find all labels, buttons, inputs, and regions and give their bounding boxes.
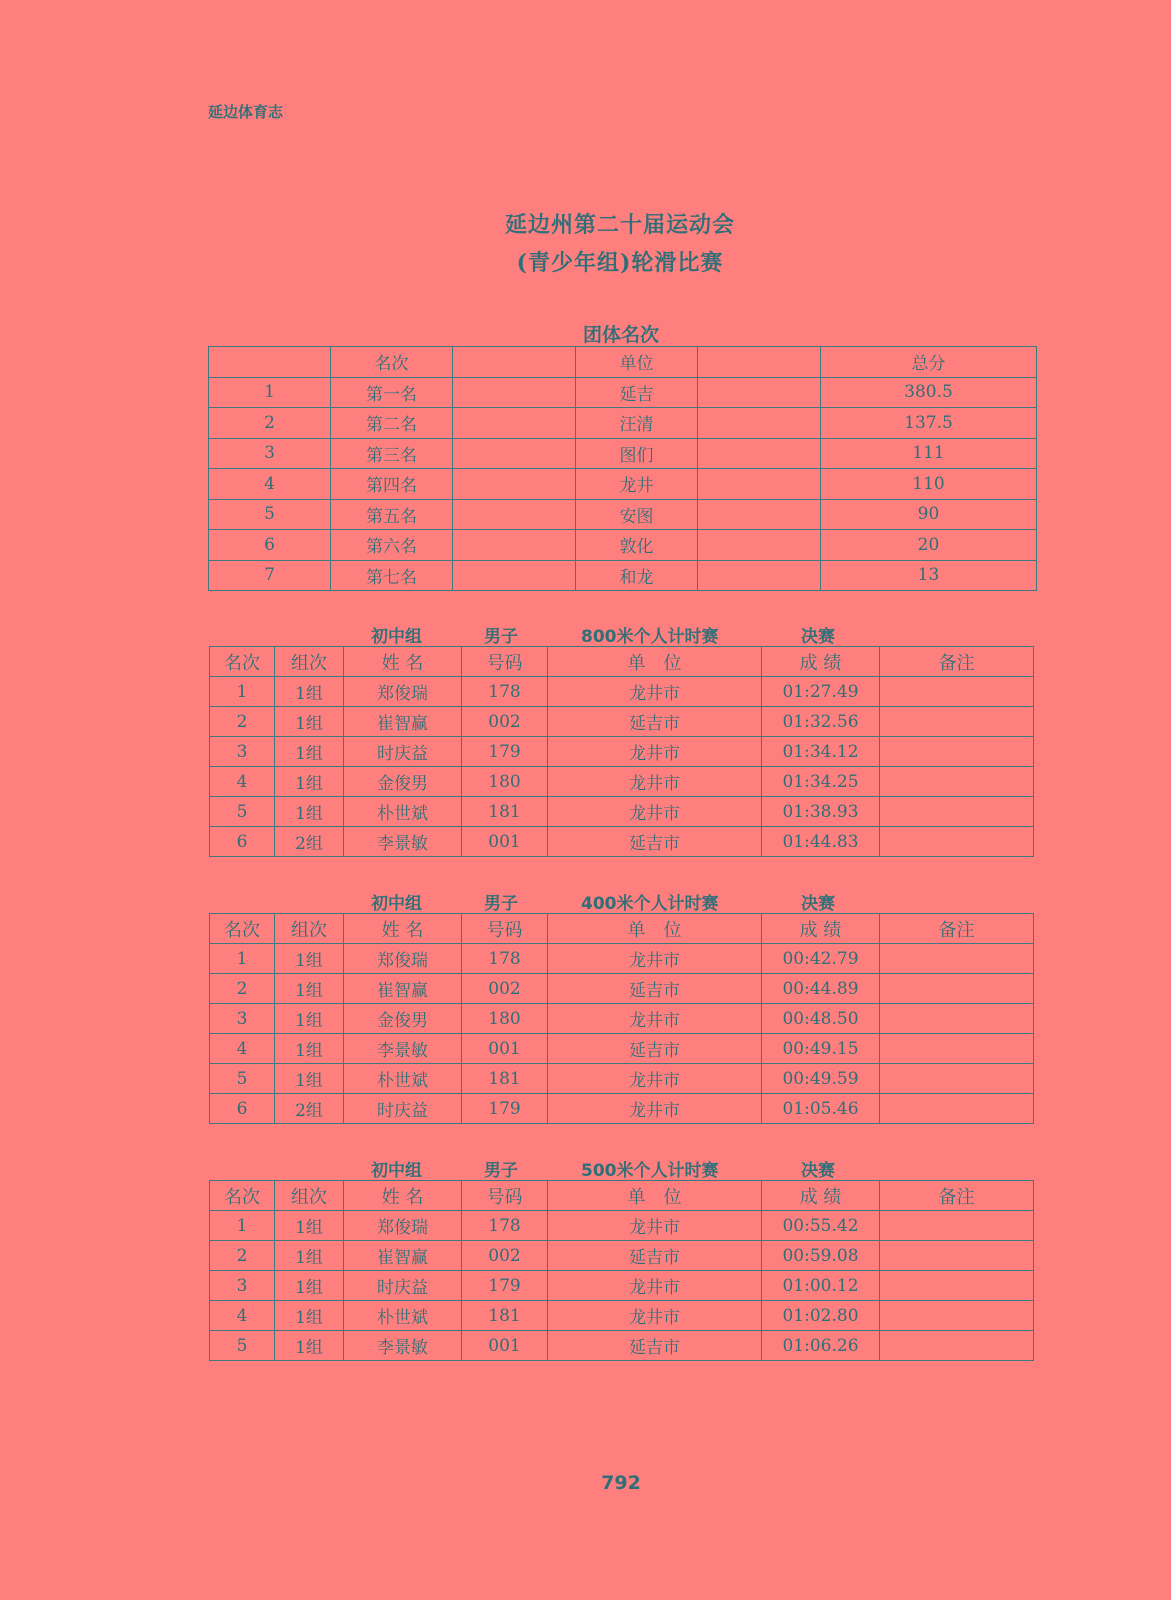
table-cell: 李景敏 (344, 827, 462, 857)
table-cell: 汪清 (576, 408, 698, 439)
event-gender: 男子 (484, 894, 518, 914)
table-cell (880, 1094, 1034, 1124)
column-header: 总分 (821, 347, 1037, 378)
table-cell: 时庆益 (344, 1271, 462, 1301)
table-cell: 1组 (275, 1211, 344, 1241)
column-header: 组次 (275, 647, 344, 677)
table-cell (453, 560, 576, 591)
table-cell: 1组 (275, 1034, 344, 1064)
table-cell: 1 (210, 1211, 275, 1241)
column-header: 备注 (880, 1181, 1034, 1211)
table-cell: 002 (462, 1241, 548, 1271)
table-cell: 龙井市 (548, 1064, 762, 1094)
table-cell: 180 (462, 767, 548, 797)
column-header: 名次 (210, 1181, 275, 1211)
table-cell (880, 707, 1034, 737)
table-cell: 00:44.89 (762, 974, 880, 1004)
table-cell: 00:49.59 (762, 1064, 880, 1094)
column-header: 备注 (880, 914, 1034, 944)
table-cell: 1组 (275, 707, 344, 737)
table-cell: 5 (210, 797, 275, 827)
table-cell: 3 (210, 737, 275, 767)
table-cell: 01:02.80 (762, 1301, 880, 1331)
table-cell: 01:06.26 (762, 1331, 880, 1361)
table-cell: 第六名 (331, 530, 453, 561)
table-cell: 6 (210, 827, 275, 857)
column-header: 名次 (210, 914, 275, 944)
table-cell (698, 560, 821, 591)
table-cell: 137.5 (821, 408, 1037, 439)
table-cell: 朴世斌 (344, 1301, 462, 1331)
table-cell: 第二名 (331, 408, 453, 439)
table-cell: 1组 (275, 974, 344, 1004)
event-gender: 男子 (484, 1161, 518, 1181)
table-row (209, 560, 1037, 591)
table-cell (453, 377, 576, 408)
table-cell: 延吉市 (548, 827, 762, 857)
column-header: 单 位 (548, 914, 762, 944)
table-cell: 1组 (275, 1271, 344, 1301)
table-cell: 6 (209, 530, 331, 561)
table-cell: 90 (821, 499, 1037, 530)
table-cell: 时庆益 (344, 1094, 462, 1124)
table-row (209, 499, 1037, 530)
table-cell: 朴世斌 (344, 1064, 462, 1094)
column-header: 单位 (576, 347, 698, 378)
table-cell: 龙井 (576, 469, 698, 500)
table-cell: 5 (210, 1331, 275, 1361)
event-name: 400米个人计时赛 (581, 894, 719, 914)
table-row (210, 1301, 1034, 1331)
table-cell: 001 (462, 1331, 548, 1361)
table-cell: 延吉市 (548, 707, 762, 737)
table-cell: 龙井市 (548, 797, 762, 827)
table-cell: 001 (462, 1034, 548, 1064)
table-header-row (210, 1181, 1034, 1211)
table-cell (453, 499, 576, 530)
column-header: 号码 (462, 914, 548, 944)
table-cell: 李景敏 (344, 1034, 462, 1064)
table-cell (698, 438, 821, 469)
table-cell: 1组 (275, 1331, 344, 1361)
table-cell: 2组 (275, 1094, 344, 1124)
team-ranking-table (208, 346, 1037, 591)
table-cell (880, 827, 1034, 857)
table-cell: 和龙 (576, 560, 698, 591)
table-cell (880, 1241, 1034, 1271)
table-cell: 朴世斌 (344, 797, 462, 827)
table-row (210, 827, 1034, 857)
column-header: 姓 名 (344, 1181, 462, 1211)
table-cell: 7 (209, 560, 331, 591)
table-cell: 4 (209, 469, 331, 500)
table-cell: 178 (462, 677, 548, 707)
table-header-row (210, 647, 1034, 677)
column-header: 单 位 (548, 647, 762, 677)
table-cell: 安图 (576, 499, 698, 530)
table-cell: 2组 (275, 827, 344, 857)
table-cell (880, 677, 1034, 707)
table-cell: 1组 (275, 1301, 344, 1331)
table-cell: 00:42.79 (762, 944, 880, 974)
table-cell: 13 (821, 560, 1037, 591)
table-cell: 00:49.15 (762, 1034, 880, 1064)
column-header (209, 347, 331, 378)
table-cell: 111 (821, 438, 1037, 469)
table-cell: 李景敏 (344, 1331, 462, 1361)
table-cell: 4 (210, 1034, 275, 1064)
table-cell: 龙井市 (548, 1301, 762, 1331)
table-cell: 龙井市 (548, 944, 762, 974)
event-gender: 男子 (484, 627, 518, 647)
table-cell: 001 (462, 827, 548, 857)
column-header: 姓 名 (344, 914, 462, 944)
table-cell: 1组 (275, 1241, 344, 1271)
table-cell: 178 (462, 944, 548, 974)
table-cell: 1组 (275, 677, 344, 707)
table-cell: 1组 (275, 767, 344, 797)
table-cell: 延吉市 (548, 974, 762, 1004)
document-title-line1: 延边州第二十届运动会 (504, 212, 735, 238)
table-cell (880, 1211, 1034, 1241)
column-header: 姓 名 (344, 647, 462, 677)
table-row (210, 1004, 1034, 1034)
table-cell (880, 944, 1034, 974)
event-stage: 决赛 (801, 894, 835, 914)
column-header: 组次 (275, 1181, 344, 1211)
table-row (210, 737, 1034, 767)
table-row (210, 1094, 1034, 1124)
column-header (453, 347, 576, 378)
table-cell: 2 (209, 408, 331, 439)
table-cell (880, 974, 1034, 1004)
table-header-row (210, 914, 1034, 944)
table-cell: 龙井市 (548, 737, 762, 767)
table-cell: 第一名 (331, 377, 453, 408)
column-header: 名次 (210, 647, 275, 677)
table-cell: 龙井市 (548, 677, 762, 707)
table-cell: 01:00.12 (762, 1271, 880, 1301)
table-cell: 第四名 (331, 469, 453, 500)
event-group: 初中组 (371, 627, 422, 647)
column-header: 号码 (462, 647, 548, 677)
table-cell: 181 (462, 1301, 548, 1331)
table-cell: 380.5 (821, 377, 1037, 408)
table-cell: 002 (462, 974, 548, 1004)
event-name: 500米个人计时赛 (581, 1161, 719, 1181)
table-cell: 1 (210, 944, 275, 974)
table-row (210, 1331, 1034, 1361)
running-head: 延边体育志 (208, 103, 284, 121)
table-cell (698, 499, 821, 530)
table-cell: 3 (210, 1271, 275, 1301)
table-cell: 郑俊瑞 (344, 944, 462, 974)
table-cell: 180 (462, 1004, 548, 1034)
column-header: 备注 (880, 647, 1034, 677)
table-cell: 20 (821, 530, 1037, 561)
table-cell (698, 377, 821, 408)
table-cell: 1 (210, 677, 275, 707)
table-cell (698, 408, 821, 439)
table-cell (880, 797, 1034, 827)
table-cell (880, 1301, 1034, 1331)
table-row (210, 797, 1034, 827)
table-cell: 00:59.08 (762, 1241, 880, 1271)
table-cell: 图们 (576, 438, 698, 469)
table-row (209, 408, 1037, 439)
table-cell: 1组 (275, 1004, 344, 1034)
table-cell: 1组 (275, 1064, 344, 1094)
table-cell: 1组 (275, 944, 344, 974)
table-cell: 龙井市 (548, 1271, 762, 1301)
table-cell: 延吉市 (548, 1034, 762, 1064)
table-cell (880, 767, 1034, 797)
table-cell: 延吉市 (548, 1331, 762, 1361)
page-number: 792 (601, 1472, 641, 1494)
table-cell (880, 1034, 1034, 1064)
table-cell: 时庆益 (344, 737, 462, 767)
table-cell: 1 (209, 377, 331, 408)
table-cell: 2 (210, 974, 275, 1004)
event-name: 800米个人计时赛 (581, 627, 719, 647)
table-cell (453, 408, 576, 439)
table-cell: 4 (210, 767, 275, 797)
table-header-row (209, 347, 1037, 378)
event-results-table (209, 646, 1034, 857)
table-cell (453, 469, 576, 500)
event-group: 初中组 (371, 894, 422, 914)
table-cell: 179 (462, 1271, 548, 1301)
table-cell: 178 (462, 1211, 548, 1241)
table-cell (453, 438, 576, 469)
table-cell: 敦化 (576, 530, 698, 561)
table-cell (880, 1331, 1034, 1361)
table-cell: 181 (462, 797, 548, 827)
event-stage: 决赛 (801, 627, 835, 647)
table-row (210, 1064, 1034, 1094)
table-cell: 01:32.56 (762, 707, 880, 737)
table-cell: 第七名 (331, 560, 453, 591)
table-cell: 6 (210, 1094, 275, 1124)
table-cell: 龙井市 (548, 1094, 762, 1124)
table-row (209, 377, 1037, 408)
table-cell (880, 1064, 1034, 1094)
table-cell: 龙井市 (548, 1004, 762, 1034)
table-cell: 崔智赢 (344, 1241, 462, 1271)
table-cell: 1组 (275, 737, 344, 767)
table-cell: 第五名 (331, 499, 453, 530)
column-header: 成 绩 (762, 1181, 880, 1211)
table-cell (698, 530, 821, 561)
table-cell: 179 (462, 1094, 548, 1124)
table-cell: 2 (210, 707, 275, 737)
table-row (210, 1211, 1034, 1241)
column-header: 成 绩 (762, 914, 880, 944)
table-cell (453, 530, 576, 561)
event-stage: 决赛 (801, 1161, 835, 1181)
team-ranking-title: 团体名次 (582, 324, 659, 346)
event-results-table (209, 913, 1034, 1124)
table-cell: 01:27.49 (762, 677, 880, 707)
table-cell: 00:48.50 (762, 1004, 880, 1034)
table-cell: 002 (462, 707, 548, 737)
table-row (209, 438, 1037, 469)
table-cell: 龙井市 (548, 1211, 762, 1241)
table-cell: 金俊男 (344, 767, 462, 797)
table-cell: 1组 (275, 797, 344, 827)
table-cell: 179 (462, 737, 548, 767)
table-cell: 4 (210, 1301, 275, 1331)
table-cell: 崔智赢 (344, 707, 462, 737)
table-cell: 崔智赢 (344, 974, 462, 1004)
table-cell (880, 737, 1034, 767)
table-cell (880, 1271, 1034, 1301)
table-row (210, 944, 1034, 974)
table-cell: 延吉 (576, 377, 698, 408)
table-row (209, 469, 1037, 500)
table-cell: 181 (462, 1064, 548, 1094)
table-row (209, 530, 1037, 561)
table-row (210, 1034, 1034, 1064)
column-header: 号码 (462, 1181, 548, 1211)
table-cell: 3 (209, 438, 331, 469)
table-cell: 5 (209, 499, 331, 530)
table-row (210, 707, 1034, 737)
column-header: 名次 (331, 347, 453, 378)
table-cell: 郑俊瑞 (344, 677, 462, 707)
table-cell: 3 (210, 1004, 275, 1034)
table-cell: 01:05.46 (762, 1094, 880, 1124)
event-group: 初中组 (371, 1161, 422, 1181)
table-row (210, 974, 1034, 1004)
table-cell: 金俊男 (344, 1004, 462, 1034)
table-cell: 01:34.25 (762, 767, 880, 797)
table-cell: 01:38.93 (762, 797, 880, 827)
table-cell: 延吉市 (548, 1241, 762, 1271)
table-row (210, 677, 1034, 707)
table-cell: 第三名 (331, 438, 453, 469)
table-cell: 2 (210, 1241, 275, 1271)
table-row (210, 767, 1034, 797)
table-cell: 龙井市 (548, 767, 762, 797)
table-cell: 110 (821, 469, 1037, 500)
column-header: 成 绩 (762, 647, 880, 677)
column-header: 组次 (275, 914, 344, 944)
column-header: 单 位 (548, 1181, 762, 1211)
table-cell (698, 469, 821, 500)
table-row (210, 1241, 1034, 1271)
column-header (698, 347, 821, 378)
table-cell: 00:55.42 (762, 1211, 880, 1241)
table-cell: 5 (210, 1064, 275, 1094)
table-cell: 郑俊瑞 (344, 1211, 462, 1241)
event-results-table (209, 1180, 1034, 1361)
table-row (210, 1271, 1034, 1301)
document-title-line2: (青少年组)轮滑比赛 (516, 250, 724, 276)
table-cell: 01:44.83 (762, 827, 880, 857)
table-cell (880, 1004, 1034, 1034)
table-cell: 01:34.12 (762, 737, 880, 767)
